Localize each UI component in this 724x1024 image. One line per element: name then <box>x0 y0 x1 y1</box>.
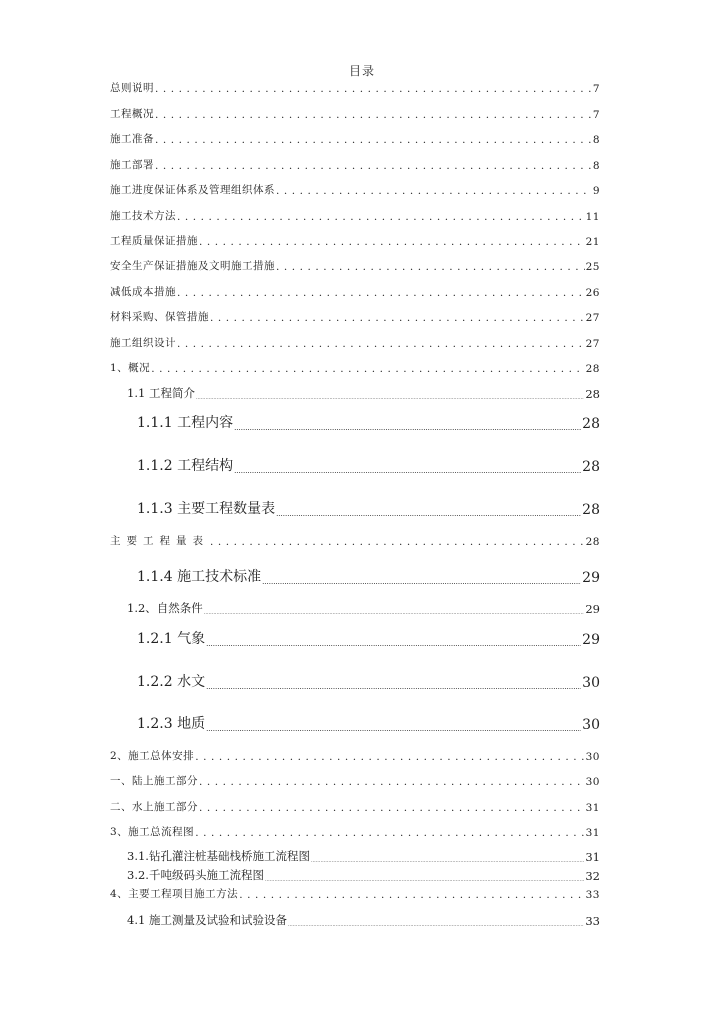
toc-page-number: 30 <box>582 717 600 733</box>
toc-leader-dots <box>276 261 585 273</box>
toc-entry[interactable] <box>127 385 600 401</box>
toc-entry-text: 1.2.1 气象 <box>137 631 206 647</box>
toc-entry-text: 4.1 施工测量及试验和试验设备 <box>127 913 287 927</box>
toc-entry-text: 安全生产保证措施及文明施工措施 <box>110 260 275 272</box>
toc-leader-dots <box>206 640 581 648</box>
toc-entry-text: 1.1.4 施工技术标准 <box>137 569 262 585</box>
toc-leader-dots <box>177 338 585 350</box>
toc-entry[interactable] <box>110 182 600 197</box>
toc-entry[interactable] <box>110 309 600 324</box>
toc-page-number: 29 <box>582 570 600 586</box>
toc-entry[interactable] <box>127 848 600 864</box>
toc-leader-dots <box>206 683 581 691</box>
toc-leader-dots <box>155 160 592 172</box>
toc-entry[interactable] <box>137 628 600 648</box>
toc-entry[interactable] <box>110 284 600 299</box>
toc-leader-dots <box>262 578 581 586</box>
toc-page-number: 27 <box>585 338 600 350</box>
toc-entry[interactable] <box>110 233 600 248</box>
toc-entry-text: 1.1 工程简介 <box>127 386 195 400</box>
toc-entry[interactable] <box>110 748 600 763</box>
toc-entry-text: 4、主要工程项目施工方法 <box>110 888 239 900</box>
toc-entry[interactable] <box>110 533 600 548</box>
toc-page-number: 29 <box>582 632 600 648</box>
toc-entry-text: 施工进度保证体系及管理组织体系 <box>110 184 275 196</box>
toc-entry-text: 总则说明 <box>110 82 154 94</box>
toc-page-number: 28 <box>585 536 600 548</box>
toc-page-number: 7 <box>592 109 600 121</box>
toc-leader-dots <box>199 776 585 788</box>
toc-page-number: 7 <box>592 83 600 95</box>
toc-entry-text: 1.1.2 工程结构 <box>137 458 234 474</box>
toc-leader-dots <box>151 363 584 375</box>
toc-leader-dots <box>265 877 584 883</box>
toc-entry-text: 3.1.钻孔灌注桩基础栈桥施工流程图 <box>127 849 310 863</box>
toc-entry-text: 2、施工总体安排 <box>110 750 195 762</box>
toc-page-number: 8 <box>592 134 600 146</box>
toc-page-number: 27 <box>585 312 600 324</box>
toc-leader-dots <box>199 236 585 248</box>
toc-leader-dots <box>177 211 585 223</box>
toc-page-number: 30 <box>585 776 600 788</box>
toc-entry-text: 3、施工总流程图 <box>110 826 195 838</box>
toc-page-number: 28 <box>582 502 600 518</box>
toc-entry-text: 二、水上施工部分 <box>110 801 198 813</box>
toc-leader-dots <box>288 922 584 928</box>
toc-page-number: 26 <box>585 287 600 299</box>
toc-entry-text: 减低成本措施 <box>110 286 176 298</box>
toc-leader-dots <box>195 827 584 839</box>
toc-leader-dots <box>234 424 581 432</box>
toc-entry-text: 施工部署 <box>110 159 154 171</box>
toc-leader-dots <box>195 751 584 763</box>
toc-entry[interactable] <box>137 498 600 518</box>
toc-entry[interactable] <box>127 867 600 883</box>
toc-entry-text: 1.1.3 主要工程数量表 <box>137 501 276 517</box>
toc-leader-dots <box>155 83 592 95</box>
toc-entry[interactable] <box>110 80 600 95</box>
toc-entry-text: 3.2.千吨级码头施工流程图 <box>127 868 264 882</box>
toc-page-number: 33 <box>585 889 600 901</box>
toc-entry[interactable] <box>137 455 600 475</box>
toc-page-number: 31 <box>585 802 600 814</box>
toc-entry[interactable] <box>110 157 600 172</box>
toc-entry[interactable] <box>110 824 600 839</box>
toc-entry[interactable] <box>110 258 600 273</box>
toc-entry[interactable] <box>110 131 600 146</box>
toc-entry-text: 1.2.3 地质 <box>137 716 206 732</box>
toc-page-number: 33 <box>585 914 600 928</box>
toc-page-number: 9 <box>592 185 600 197</box>
toc-leader-dots <box>239 889 584 901</box>
toc-entry-text: 1.1.1 工程内容 <box>137 415 234 431</box>
toc-leader-dots <box>204 610 585 616</box>
toc-leader-dots <box>199 802 585 814</box>
toc-entry-text: 施工准备 <box>110 133 154 145</box>
toc-page-number: 31 <box>585 827 600 839</box>
toc-entry-text: 工程概况 <box>110 108 154 120</box>
toc-entry[interactable] <box>137 566 600 586</box>
toc-page-number: 32 <box>585 869 600 883</box>
toc-leader-dots <box>155 109 592 121</box>
toc-leader-dots <box>155 134 592 146</box>
toc-leader-dots <box>210 312 585 324</box>
toc-page-number: 29 <box>585 602 600 616</box>
toc-entry[interactable] <box>110 106 600 121</box>
toc-page-number: 28 <box>582 416 600 432</box>
toc-entry-text: 一、陆上施工部分 <box>110 775 198 787</box>
toc-entry[interactable] <box>110 773 600 788</box>
toc-entry-text: 1、概况 <box>110 362 151 374</box>
toc-leader-dots <box>276 185 592 197</box>
toc-entry-text: 1.2.2 水文 <box>137 674 206 690</box>
toc-page-number: 28 <box>585 363 600 375</box>
toc-entry-text: 主要工程量表 <box>110 535 209 547</box>
toc-entry-text: 1.2、自然条件 <box>127 601 203 615</box>
toc-entry[interactable] <box>110 360 600 375</box>
toc-entry-text: 施工组织设计 <box>110 337 176 349</box>
toc-page-number: 21 <box>585 236 600 248</box>
toc-leader-dots <box>276 510 581 518</box>
toc-leader-dots <box>311 858 584 864</box>
toc-entry[interactable] <box>137 412 600 432</box>
toc-entry-text: 材料采购、保管措施 <box>110 311 209 323</box>
toc-title: 目录 <box>348 64 375 78</box>
toc-leader-dots <box>210 536 585 548</box>
toc-page-number: 30 <box>585 751 600 763</box>
toc-entry[interactable] <box>127 600 600 616</box>
toc-entry-text: 工程质量保证措施 <box>110 235 198 247</box>
toc-page-number: 8 <box>592 160 600 172</box>
toc-entry[interactable] <box>137 671 600 691</box>
toc-page-number: 11 <box>585 211 600 223</box>
toc-leader-dots <box>196 395 584 401</box>
toc-entry-text: 施工技术方法 <box>110 210 176 222</box>
toc-entry[interactable] <box>110 208 600 223</box>
toc-page-number: 28 <box>585 387 600 401</box>
toc-leader-dots <box>177 287 585 299</box>
toc-page-number: 25 <box>585 261 600 273</box>
toc-entry[interactable] <box>127 912 600 928</box>
toc-entry[interactable] <box>137 713 600 733</box>
toc-page-number: 31 <box>585 850 600 864</box>
toc-entry[interactable] <box>110 799 600 814</box>
toc-entry[interactable] <box>110 886 600 901</box>
toc-leader-dots <box>234 467 581 475</box>
toc-page-number: 30 <box>582 675 600 691</box>
toc-page-number: 28 <box>582 459 600 475</box>
toc-leader-dots <box>206 725 581 733</box>
toc-entry[interactable] <box>110 335 600 350</box>
